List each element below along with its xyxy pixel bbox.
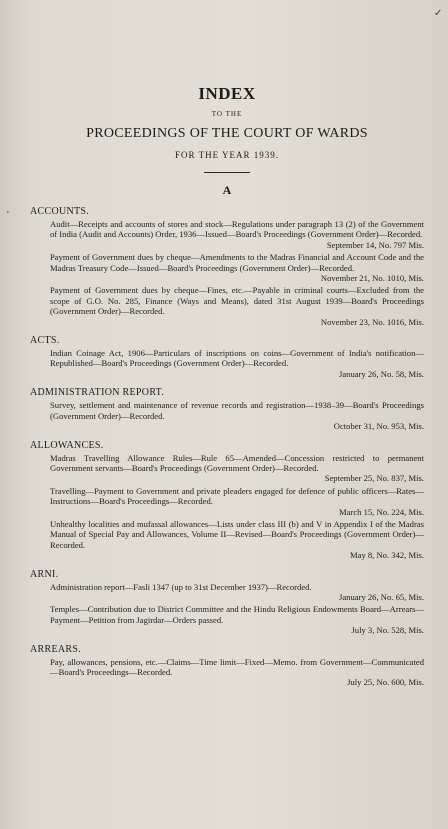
index-sections [30,206,424,688]
entry-text: Madras Travelling Allowance Rules—Rule 65—Amended—Concession restricted to permanent Government servants—Board's Proceedings (Government Order)—Recorded. [50,452,424,473]
index-title: INDEX [198,84,256,103]
index-entry [50,604,424,635]
index-entry [50,453,424,484]
index-entry [50,582,424,603]
section-heading: ACTS. [30,335,60,347]
index-entry [50,348,424,379]
entry-reference: September 25, No. 837, Mis. [324,473,424,484]
section-heading: ADMINISTRATION REPORT. [30,387,165,399]
section-heading: ARNI. [30,568,59,580]
entry-reference: July 3, No. 528, Mis. [351,625,424,636]
section-heading: ARREARS. [30,643,82,655]
entry-text: Audit—Receipts and accounts of stores and stock—Regulations under paragraph 13 (2) of the Government of India (Audit and Accounts) Order, 1936—Issued—Board's Proceedings (Government Order)—Recorded. [50,219,424,240]
index-entry [50,285,424,327]
entry-reference: May 8, No. 342, Mis. [349,550,424,561]
title-divider [204,172,250,173]
to-the-line: TO THE [211,110,243,118]
index-entry [50,519,424,561]
entry-reference: January 26, No. 65, Mis. [339,591,424,602]
entry-text: Payment of Government dues by cheque—Fines, etc.—Payable in criminal courts—Excluded from the scope of G.O. No. 285, Finance (Ways and Means), dated 31st August 1939—Board's Proceedings (Government Order)—Recorded. [50,285,424,317]
index-section [30,387,424,431]
index-entry [50,252,424,283]
entry-text: Survey, settlement and maintenance of revenue records and registration—1938–39—Board's Proceedings (Government Order)—Recorded. [50,400,424,421]
index-section [30,440,424,561]
entry-text: Unhealthy localities and mufassal allowances—Lists under class III (b) and V in Appendix I of the Madras Manual of Special Pay and Allowances, Volume II—Revised—Board's Proceedings (Government Order)—Recorded. [50,518,424,550]
index-section [30,335,424,379]
entry-reference: November 23, No. 1016, Mis. [320,316,424,327]
entry-text: Temples—Contribution due to District Committee and the Hindu Religious Endowments Board—Arrears—Payment—Petition from Jagirdar—Orders passed. [50,604,424,625]
entry-text: Payment of Government dues by cheque—Amendments to the Madras Financial and Account Code and the Madras Treasury Code—Issued—Board's Proceedings (Government Order)—Recorded. [50,252,424,273]
index-entry [50,486,424,517]
entry-text: Indian Coinage Act, 1906—Particulars of inscriptions on coins—Government of India's notification—Republished—Board's Proceedings (Government Order)—Recorded. [50,348,424,369]
margin-tick: ' [7,210,9,221]
corner-mark: ✓ [434,8,443,19]
entry-reference: November 21, No. 1010, Mis. [320,273,424,284]
year-line: FOR THE YEAR 1939. [174,150,279,160]
entry-reference: January 26, No. 58, Mis. [339,368,424,379]
index-entry [50,219,424,250]
entry-reference: September 14, No. 797 Mis. [326,239,424,250]
section-heading: ALLOWANCES. [30,439,104,451]
entry-text: Travelling—Payment to Government and private pleaders engaged for defence of public officers—Rates—Instructions—Board's Proceedings—Recorded. [50,485,424,507]
section-heading: ACCOUNTS. [30,206,90,217]
section-letter: A [222,183,232,197]
index-entry [50,657,424,688]
entry-reference: October 31, No. 953, Mis. [333,421,424,432]
entry-text: Administration report—Fasli 1347 (up to 31st December 1937)—Recorded. [50,581,312,592]
index-section [30,644,424,688]
entry-reference: July 25, No. 600, Mis. [347,677,424,688]
document-subtitle: PROCEEDINGS OF THE COURT OF WARDS [86,126,368,141]
index-section [30,206,424,327]
index-entry [50,400,424,431]
entry-reference: March 15, No. 224, Mis. [339,506,424,517]
index-section [30,569,424,636]
entry-text: Pay, allowances, pensions, etc.—Claims—Time limit—Fixed—Memo. from Government—Communicated—Board's Proceedings—Recorded. [50,656,424,677]
